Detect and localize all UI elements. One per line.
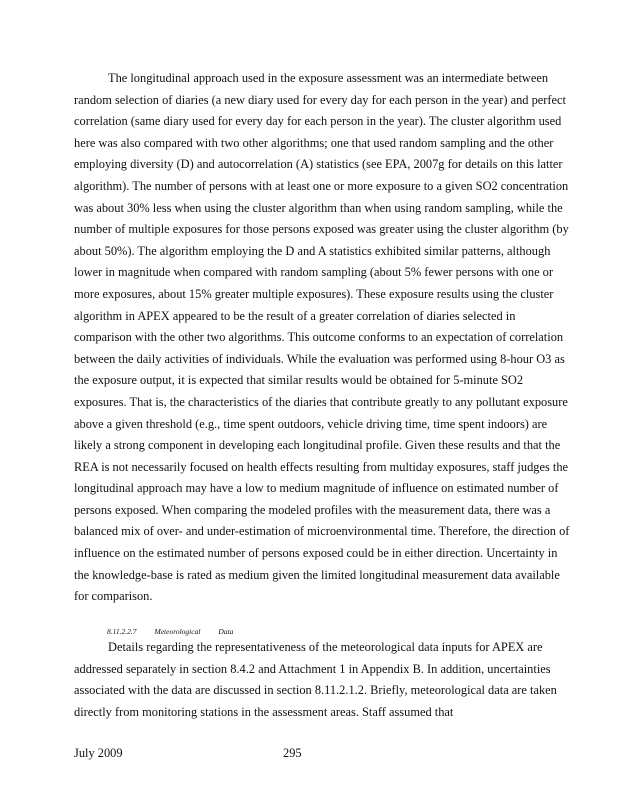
section-number: 8.11.2.2.7 <box>107 627 137 636</box>
body-paragraph-longitudinal <box>74 68 574 608</box>
paragraph-2-text: Details regarding the representativeness of the meteorological data inputs for APEX are addressed separately in section 8.4.2 and Attachment 1 in Appendix B. In addition, uncertainties associated with the data are discussed in section 8.11.2.1.2. Briefly, meteorological data are taken directly from monitoring stations in the assessment areas. Staff assumed that <box>74 640 557 719</box>
body-paragraph-meteorological <box>74 637 574 723</box>
section-title-word-2: Data <box>218 627 234 636</box>
footer-date: July 2009 <box>74 746 123 760</box>
section-title-word-1: Meteorological <box>154 627 201 636</box>
paragraph-1-text: The longitudinal approach used in the exposure assessment was an intermediate between random selection of diaries (a new diary used for every day for each person in the year) and perfect correlation (same diary used for every day for each person in the year). The cluster algorithm used here was also compared with two other algorithms; one that used random sampling and the other employing diversity (D) and autocorrelation (A) statistics (see EPA, 2007g for details on this latter algorithm). The number of persons with at least one or more exposure to a given SO2 concentration was about 30% less when using the cluster algorithm than when using random sampling, while the number of multiple exposures for those persons exposed was greater using the cluster algorithm (by about 50%). The algorithm employing the D and A statistics exhibited similar patterns, although lower in magnitude when compared with random sampling (about 5% fewer persons with one or more exposures, about 15% greater multiple exposures). These exposure results using the cluster algorithm in APEX appeared to be the result of a greater correlation of diaries selected in comparison with the other two algorithms. This outcome conforms to an expectation of correlation between the daily activities of individuals. While the evaluation was performed using 8-hour O3 as the exposure output, it is expected that similar results would be obtained for 5-minute SO2 exposures. That is, the characteristics of the diaries that contribute greatly to any pollutant exposure above a given threshold (e.g., time spent outdoors, vehicle driving time, time spent indoors) are likely a strong component in developing each longitudinal profile. Given these results and that the REA is not necessarily focused on health effects resulting from multiday exposures, staff judges the longitudinal approach may have a low to medium magnitude of influence on estimated number of persons exposed. When comparing the modeled profiles with the measurement data, there was a balanced mix of over- and under-estimation of microenvironmental time. Therefore, the direction of influence on the estimated number of persons exposed could be in either direction. Uncertainty in the knowledge-base is rated as medium given the limited longitudinal measurement data available for comparison. <box>74 71 570 604</box>
footer-page-number: 295 <box>283 746 302 760</box>
